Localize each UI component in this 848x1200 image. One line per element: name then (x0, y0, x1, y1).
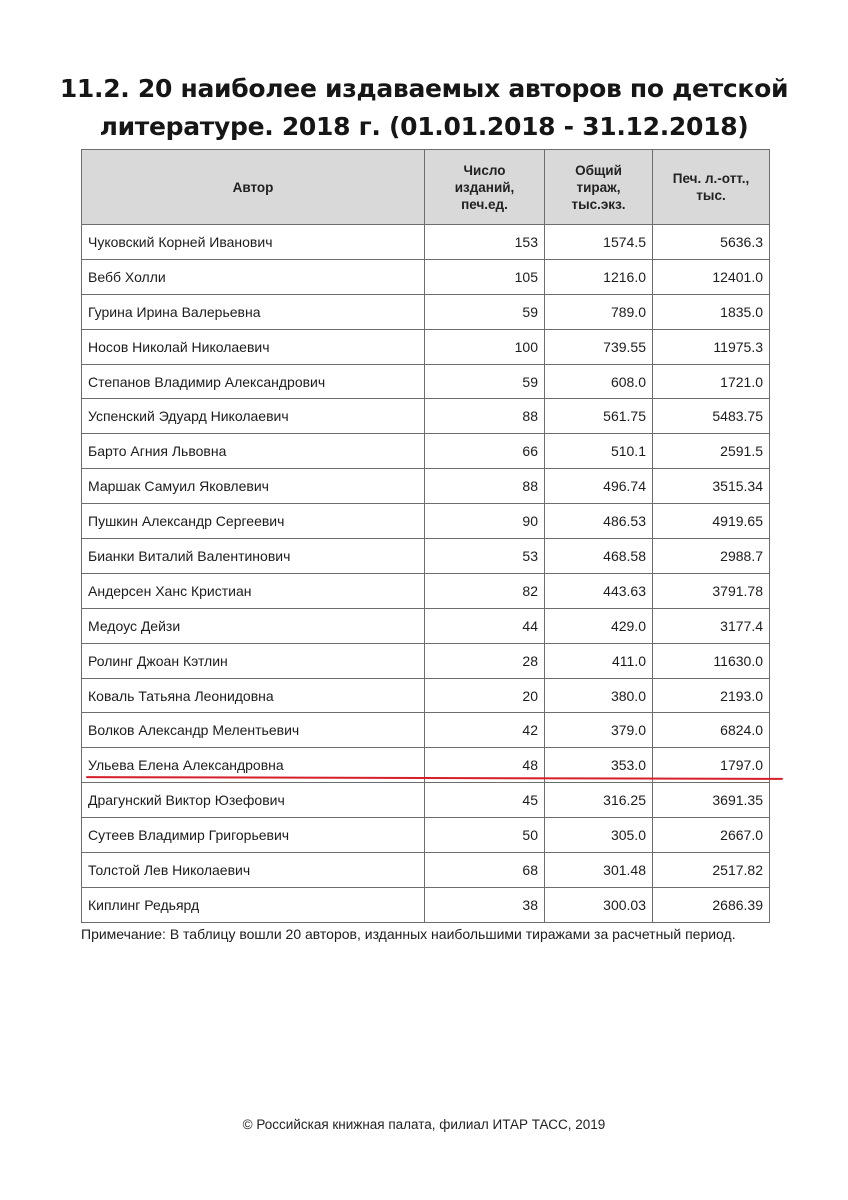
cell-sheets: 2591.5 (653, 434, 770, 469)
cell-author: Чуковский Корней Иванович (82, 225, 425, 260)
cell-sheets: 5636.3 (653, 225, 770, 260)
cell-editions: 20 (425, 678, 545, 713)
cell-circulation: 443.63 (545, 573, 653, 608)
table-header-row (82, 150, 770, 225)
cell-circulation: 561.75 (545, 399, 653, 434)
cell-editions: 28 (425, 643, 545, 678)
cell-author: Ролинг Джоан Кэтлин (82, 643, 425, 678)
cell-sheets: 1721.0 (653, 364, 770, 399)
cell-editions: 88 (425, 469, 545, 504)
cell-author: Ульева Елена Александровна (82, 748, 425, 783)
cell-sheets: 2988.7 (653, 539, 770, 574)
cell-circulation: 380.0 (545, 678, 653, 713)
cell-author: Барто Агния Львовна (82, 434, 425, 469)
header-editions (425, 150, 545, 225)
cell-sheets: 2193.0 (653, 678, 770, 713)
cell-author: Толстой Лев Николаевич (82, 853, 425, 888)
table-row (82, 818, 770, 853)
header-circulation-line: тираж, (576, 179, 621, 195)
table-row (82, 259, 770, 294)
cell-editions: 48 (425, 748, 545, 783)
cell-circulation: 305.0 (545, 818, 653, 853)
cell-author: Носов Николай Николаевич (82, 329, 425, 364)
cell-editions: 82 (425, 573, 545, 608)
cell-sheets: 6824.0 (653, 713, 770, 748)
header-editions-line: Число (463, 162, 506, 178)
cell-author: Андерсен Ханс Кристиан (82, 573, 425, 608)
copyright-footer: © Российская книжная палата, филиал ИТАР ТАСС, 2019 (242, 1117, 606, 1132)
table-row (82, 225, 770, 260)
header-circulation-line: Общий (575, 162, 622, 178)
table-row (82, 853, 770, 888)
cell-circulation: 1574.5 (545, 225, 653, 260)
table-row (82, 364, 770, 399)
cell-sheets: 3691.35 (653, 783, 770, 818)
page-title (0, 70, 848, 146)
cell-author: Медоус Дейзи (82, 608, 425, 643)
cell-circulation: 486.53 (545, 504, 653, 539)
table-row (82, 539, 770, 574)
cell-author: Степанов Владимир Александрович (82, 364, 425, 399)
cell-editions: 45 (425, 783, 545, 818)
cell-sheets: 5483.75 (653, 399, 770, 434)
cell-editions: 90 (425, 504, 545, 539)
cell-circulation: 739.55 (545, 329, 653, 364)
title-line-1: 11.2. 20 наиболее издаваемых авторов по детской (59, 74, 789, 103)
cell-circulation: 379.0 (545, 713, 653, 748)
cell-sheets: 2517.82 (653, 853, 770, 888)
cell-circulation: 300.03 (545, 887, 653, 922)
header-sheets-line: Печ. л.-отт., (672, 171, 750, 186)
cell-author: Гурина Ирина Валерьевна (82, 294, 425, 329)
cell-circulation: 301.48 (545, 853, 653, 888)
table-row (82, 399, 770, 434)
cell-author: Бианки Виталий Валентинович (82, 539, 425, 574)
header-sheets-line: тыс. (696, 188, 726, 203)
cell-editions: 88 (425, 399, 545, 434)
table-row (82, 469, 770, 504)
cell-sheets: 1797.0 (653, 748, 770, 783)
cell-sheets: 2667.0 (653, 818, 770, 853)
cell-author: Пушкин Александр Сергеевич (82, 504, 425, 539)
cell-sheets: 3791.78 (653, 573, 770, 608)
cell-author: Вебб Холли (82, 259, 425, 294)
cell-editions: 59 (425, 364, 545, 399)
cell-editions: 50 (425, 818, 545, 853)
header-circulation-line: тыс.экз. (571, 196, 626, 212)
cell-editions: 44 (425, 608, 545, 643)
cell-editions: 59 (425, 294, 545, 329)
cell-author: Успенский Эдуард Николаевич (82, 399, 425, 434)
cell-sheets: 11975.3 (653, 329, 770, 364)
table-row (82, 573, 770, 608)
cell-sheets: 4919.65 (653, 504, 770, 539)
header-circulation (545, 150, 653, 225)
cell-author: Сутеев Владимир Григорьевич (82, 818, 425, 853)
table-row (82, 504, 770, 539)
cell-sheets: 3177.4 (653, 608, 770, 643)
table-row (82, 678, 770, 713)
table-row (82, 887, 770, 922)
table-row (82, 294, 770, 329)
cell-sheets: 11630.0 (653, 643, 770, 678)
header-editions-line: изданий, (454, 179, 515, 195)
cell-editions: 105 (425, 259, 545, 294)
cell-circulation: 496.74 (545, 469, 653, 504)
cell-author: Драгунский Виктор Юзефович (82, 783, 425, 818)
cell-circulation: 608.0 (545, 364, 653, 399)
cell-editions: 38 (425, 887, 545, 922)
cell-author: Маршак Самуил Яковлевич (82, 469, 425, 504)
table-row (82, 783, 770, 818)
cell-editions: 42 (425, 713, 545, 748)
authors-table (81, 149, 770, 923)
table-row (82, 608, 770, 643)
cell-circulation: 353.0 (545, 748, 653, 783)
cell-editions: 153 (425, 225, 545, 260)
cell-circulation: 411.0 (545, 643, 653, 678)
table-row (82, 643, 770, 678)
header-author: Автор (82, 150, 425, 225)
header-editions-line: печ.ед. (461, 196, 508, 212)
table-note: Примечание: В таблицу вошли 20 авторов, изданных наибольшими тиражами за расчетный период. (81, 926, 736, 942)
cell-editions: 100 (425, 329, 545, 364)
cell-author: Киплинг Редьярд (82, 887, 425, 922)
table-row (82, 713, 770, 748)
cell-circulation: 429.0 (545, 608, 653, 643)
cell-circulation: 468.58 (545, 539, 653, 574)
cell-sheets: 12401.0 (653, 259, 770, 294)
cell-circulation: 510.1 (545, 434, 653, 469)
header-sheets (653, 150, 770, 225)
cell-sheets: 1835.0 (653, 294, 770, 329)
cell-circulation: 1216.0 (545, 259, 653, 294)
cell-author: Волков Александр Мелентьевич (82, 713, 425, 748)
cell-author: Коваль Татьяна Леонидовна (82, 678, 425, 713)
cell-circulation: 789.0 (545, 294, 653, 329)
cell-sheets: 3515.34 (653, 469, 770, 504)
cell-sheets: 2686.39 (653, 887, 770, 922)
cell-editions: 53 (425, 539, 545, 574)
table-row (82, 329, 770, 364)
cell-editions: 68 (425, 853, 545, 888)
cell-editions: 66 (425, 434, 545, 469)
title-line-2: литературе. 2018 г. (01.01.2018 - 31.12.2018) (99, 112, 749, 141)
cell-circulation: 316.25 (545, 783, 653, 818)
table-row (82, 434, 770, 469)
